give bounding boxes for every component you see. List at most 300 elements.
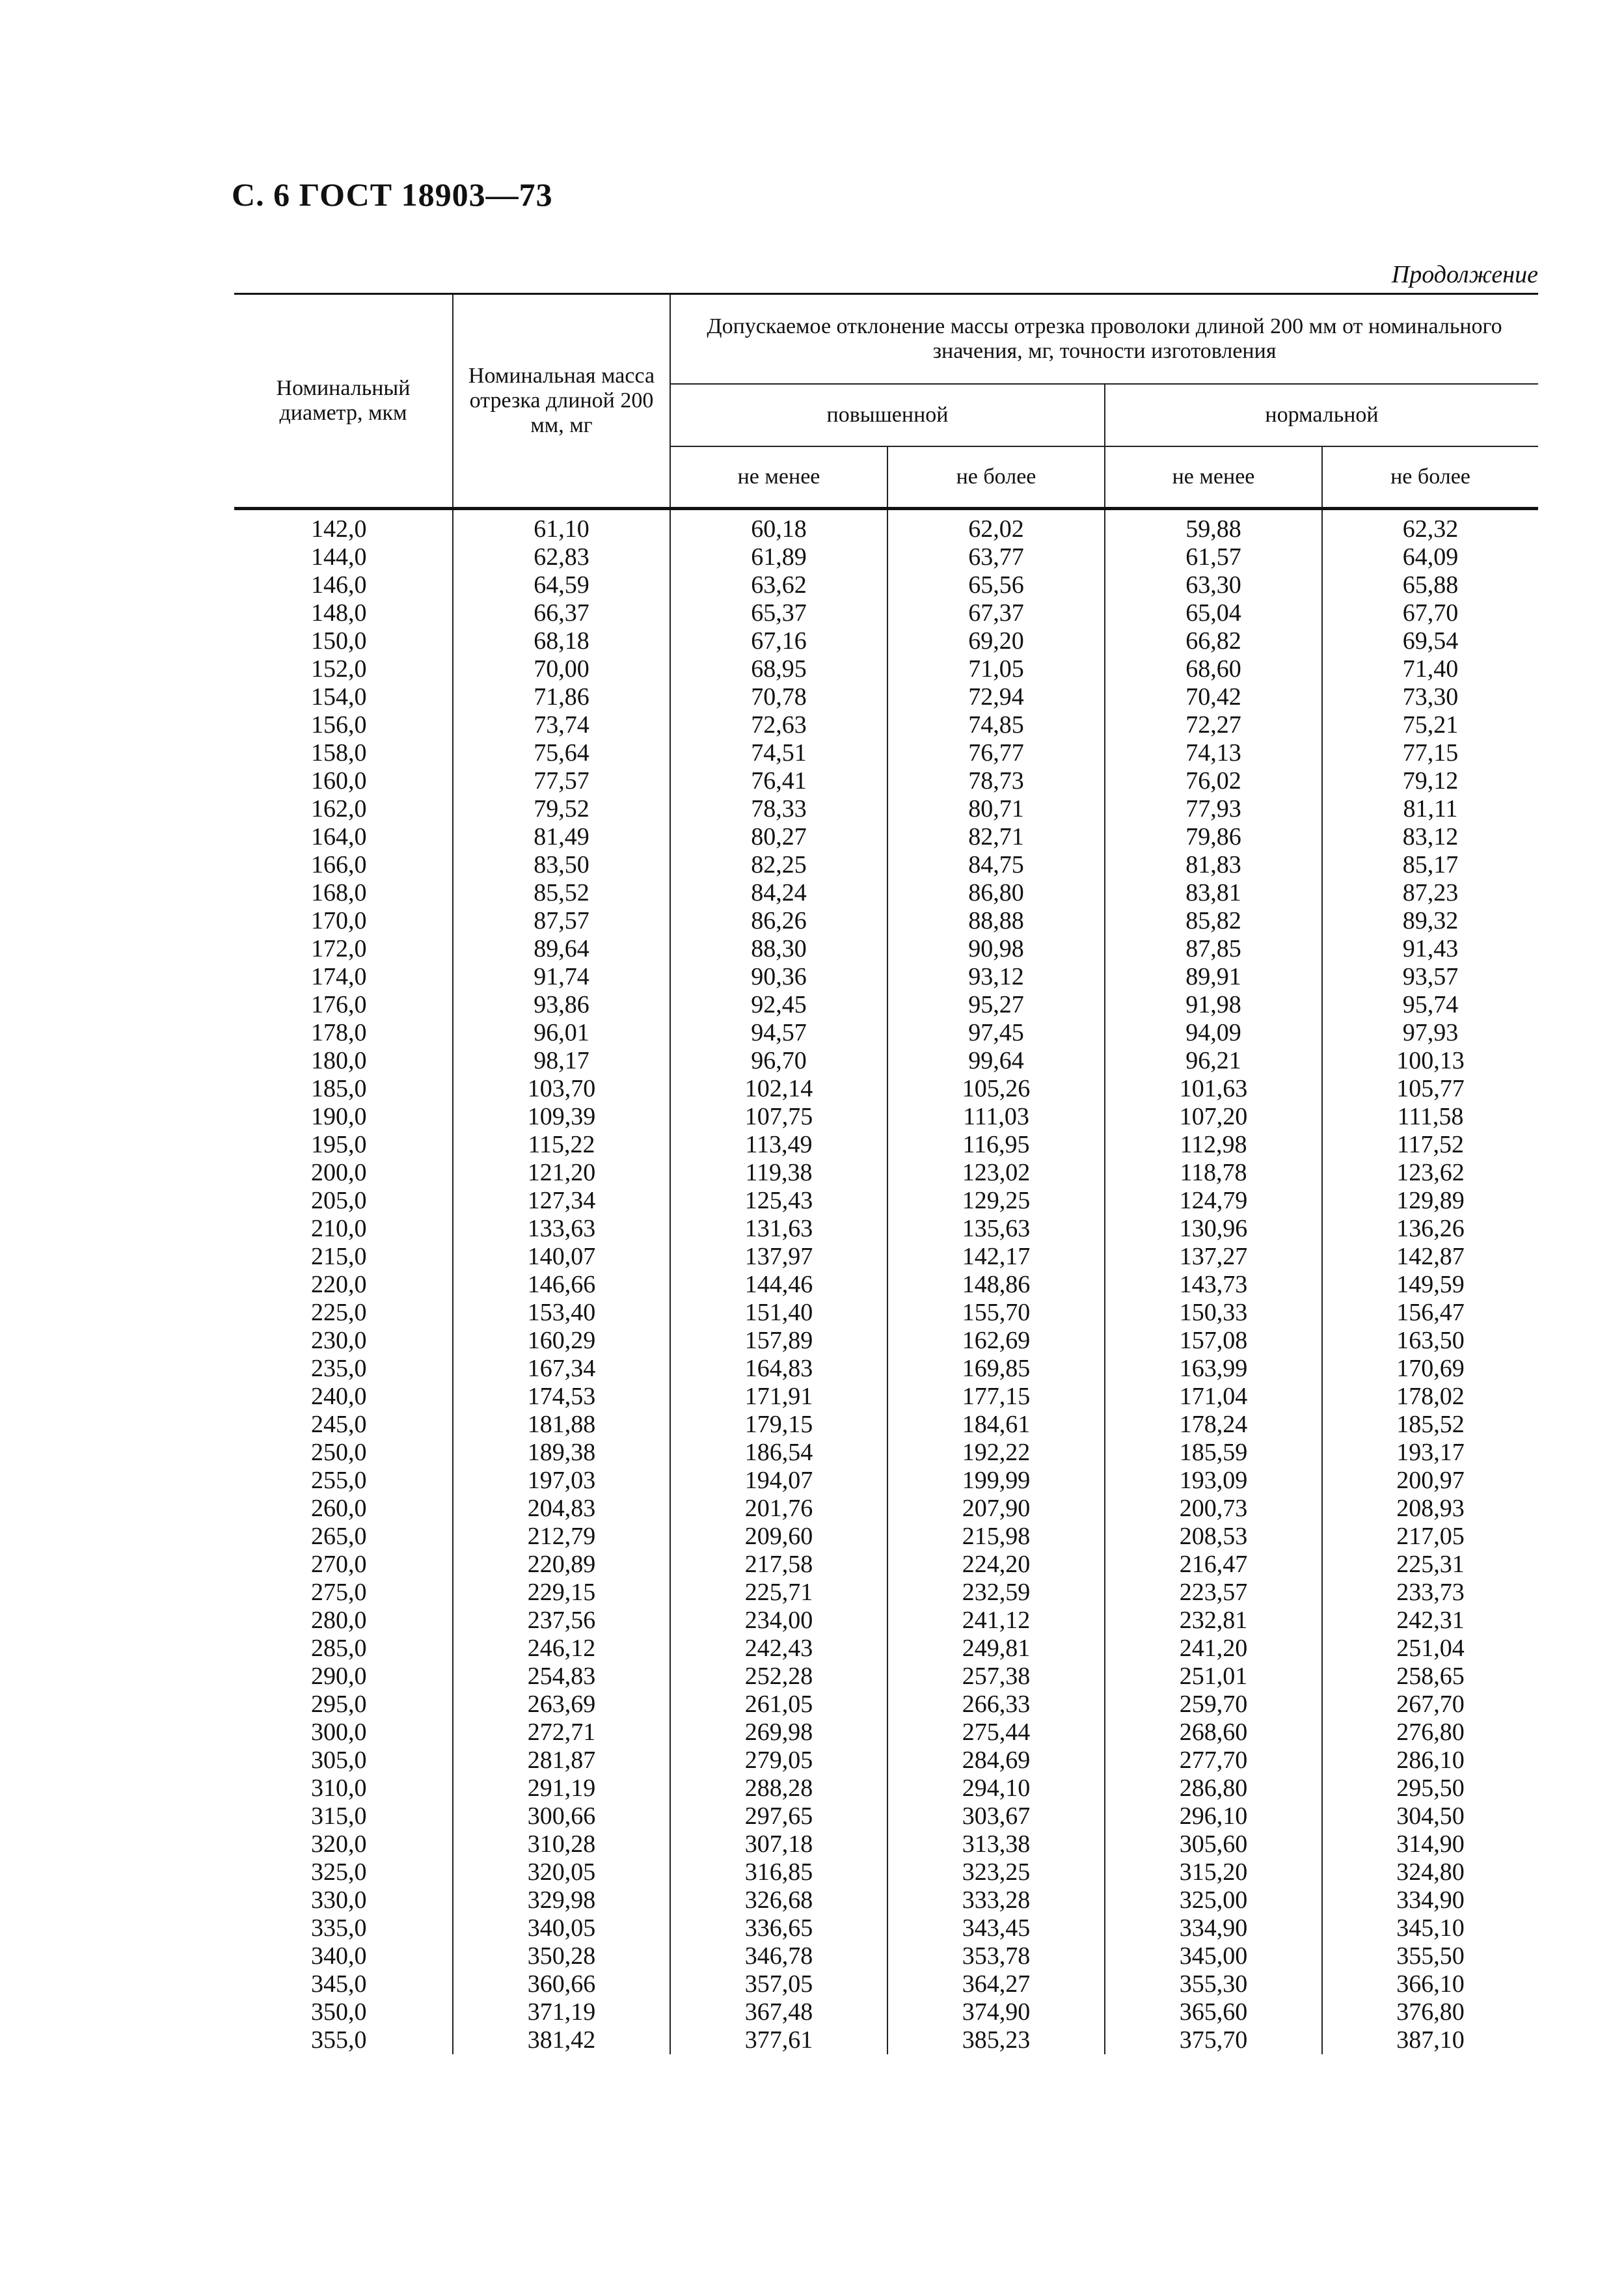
header-increased-not-less: не менее	[670, 446, 887, 509]
cell-nominal-mass: 300,66	[453, 1802, 670, 1830]
cell-normal-not-less: 157,08	[1105, 1327, 1322, 1355]
cell-normal-not-less: 208,53	[1105, 1523, 1322, 1551]
cell-nominal-diameter: 152,0	[234, 655, 453, 683]
cell-nominal-mass: 61,10	[453, 509, 670, 544]
table-row	[234, 1131, 1538, 1159]
table-row	[234, 1635, 1538, 1663]
table-body	[234, 509, 1538, 2055]
cell-normal-not-more: 95,74	[1322, 991, 1538, 1019]
cell-increased-not-more: 169,85	[887, 1355, 1105, 1383]
cell-normal-not-more: 100,13	[1322, 1047, 1538, 1075]
cell-increased-not-less: 288,28	[670, 1774, 887, 1802]
cell-normal-not-more: 89,32	[1322, 907, 1538, 935]
cell-normal-not-less: 216,47	[1105, 1551, 1322, 1579]
cell-increased-not-more: 284,69	[887, 1747, 1105, 1774]
cell-nominal-mass: 81,49	[453, 823, 670, 851]
cell-nominal-diameter: 205,0	[234, 1187, 453, 1215]
cell-nominal-diameter: 230,0	[234, 1327, 453, 1355]
cell-normal-not-more: 97,93	[1322, 1019, 1538, 1047]
cell-nominal-diameter: 235,0	[234, 1355, 453, 1383]
table-row	[234, 1607, 1538, 1635]
cell-increased-not-more: 111,03	[887, 1103, 1105, 1131]
cell-nominal-diameter: 330,0	[234, 1886, 453, 1914]
cell-normal-not-less: 76,02	[1105, 767, 1322, 795]
cell-nominal-diameter: 170,0	[234, 907, 453, 935]
cell-increased-not-less: 60,18	[670, 509, 887, 544]
table-header	[234, 294, 1538, 509]
cell-nominal-diameter: 350,0	[234, 1998, 453, 2026]
cell-normal-not-less: 143,73	[1105, 1271, 1322, 1299]
table-row	[234, 1467, 1538, 1495]
cell-normal-not-less: 241,20	[1105, 1635, 1322, 1663]
cell-normal-not-more: 286,10	[1322, 1747, 1538, 1774]
cell-nominal-diameter: 335,0	[234, 1914, 453, 1942]
cell-normal-not-less: 107,20	[1105, 1103, 1322, 1131]
cell-normal-not-less: 85,82	[1105, 907, 1322, 935]
cell-increased-not-more: 249,81	[887, 1635, 1105, 1663]
cell-increased-not-more: 184,61	[887, 1411, 1105, 1439]
cell-increased-not-more: 374,90	[887, 1998, 1105, 2026]
cell-increased-not-more: 343,45	[887, 1914, 1105, 1942]
cell-normal-not-more: 225,31	[1322, 1551, 1538, 1579]
table-row	[234, 1942, 1538, 1970]
table-row	[234, 1355, 1538, 1383]
cell-increased-not-more: 353,78	[887, 1942, 1105, 1970]
table-row	[234, 571, 1538, 599]
cell-normal-not-more: 83,12	[1322, 823, 1538, 851]
table-row	[234, 1998, 1538, 2026]
cell-normal-not-more: 111,58	[1322, 1103, 1538, 1131]
cell-nominal-diameter: 290,0	[234, 1663, 453, 1691]
cell-increased-not-more: 93,12	[887, 963, 1105, 991]
cell-increased-not-less: 307,18	[670, 1830, 887, 1858]
cell-nominal-mass: 115,22	[453, 1131, 670, 1159]
cell-increased-not-less: 61,89	[670, 543, 887, 571]
cell-increased-not-more: 199,99	[887, 1467, 1105, 1495]
cell-nominal-diameter: 295,0	[234, 1691, 453, 1719]
cell-normal-not-less: 74,13	[1105, 739, 1322, 767]
cell-nominal-diameter: 144,0	[234, 543, 453, 571]
cell-nominal-mass: 146,66	[453, 1271, 670, 1299]
table-row	[234, 1215, 1538, 1243]
cell-nominal-mass: 340,05	[453, 1914, 670, 1942]
cell-nominal-mass: 79,52	[453, 795, 670, 823]
table-row	[234, 1858, 1538, 1886]
cell-increased-not-less: 96,70	[670, 1047, 887, 1075]
cell-nominal-mass: 91,74	[453, 963, 670, 991]
cell-normal-not-more: 170,69	[1322, 1355, 1538, 1383]
cell-increased-not-more: 323,25	[887, 1858, 1105, 1886]
cell-nominal-mass: 133,63	[453, 1215, 670, 1243]
cell-normal-not-less: 251,01	[1105, 1663, 1322, 1691]
cell-normal-not-less: 59,88	[1105, 509, 1322, 544]
cell-nominal-mass: 220,89	[453, 1551, 670, 1579]
cell-increased-not-less: 326,68	[670, 1886, 887, 1914]
cell-normal-not-less: 375,70	[1105, 2026, 1322, 2054]
cell-increased-not-more: 333,28	[887, 1886, 1105, 1914]
cell-increased-not-more: 99,64	[887, 1047, 1105, 1075]
cell-increased-not-less: 377,61	[670, 2026, 887, 2054]
cell-nominal-mass: 329,98	[453, 1886, 670, 1914]
cell-nominal-diameter: 285,0	[234, 1635, 453, 1663]
cell-increased-not-more: 67,37	[887, 599, 1105, 627]
cell-normal-not-more: 71,40	[1322, 655, 1538, 683]
cell-increased-not-less: 131,63	[670, 1215, 887, 1243]
cell-normal-not-less: 96,21	[1105, 1047, 1322, 1075]
cell-nominal-mass: 73,74	[453, 711, 670, 739]
cell-nominal-mass: 181,88	[453, 1411, 670, 1439]
cell-normal-not-more: 93,57	[1322, 963, 1538, 991]
cell-increased-not-more: 257,38	[887, 1663, 1105, 1691]
cell-increased-not-less: 261,05	[670, 1691, 887, 1719]
cell-nominal-mass: 237,56	[453, 1607, 670, 1635]
cell-nominal-diameter: 280,0	[234, 1607, 453, 1635]
cell-normal-not-more: 136,26	[1322, 1215, 1538, 1243]
cell-increased-not-less: 316,85	[670, 1858, 887, 1886]
table-row	[234, 543, 1538, 571]
cell-increased-not-less: 119,38	[670, 1159, 887, 1187]
cell-increased-not-less: 76,41	[670, 767, 887, 795]
cell-nominal-mass: 87,57	[453, 907, 670, 935]
cell-normal-not-less: 325,00	[1105, 1886, 1322, 1914]
cell-normal-not-more: 73,30	[1322, 683, 1538, 711]
cell-normal-not-less: 89,91	[1105, 963, 1322, 991]
cell-nominal-diameter: 215,0	[234, 1243, 453, 1271]
cell-nominal-mass: 85,52	[453, 879, 670, 907]
cell-normal-not-more: 69,54	[1322, 627, 1538, 655]
cell-nominal-diameter: 168,0	[234, 879, 453, 907]
cell-nominal-diameter: 255,0	[234, 1467, 453, 1495]
cell-nominal-mass: 66,37	[453, 599, 670, 627]
cell-nominal-mass: 229,15	[453, 1579, 670, 1607]
table-row	[234, 1411, 1538, 1439]
cell-nominal-diameter: 172,0	[234, 935, 453, 963]
cell-nominal-diameter: 320,0	[234, 1830, 453, 1858]
cell-nominal-diameter: 225,0	[234, 1299, 453, 1327]
cell-increased-not-less: 242,43	[670, 1635, 887, 1663]
table-row	[234, 1439, 1538, 1467]
cell-nominal-diameter: 150,0	[234, 627, 453, 655]
cell-nominal-mass: 98,17	[453, 1047, 670, 1075]
cell-normal-not-less: 286,80	[1105, 1774, 1322, 1802]
cell-nominal-diameter: 195,0	[234, 1131, 453, 1159]
cell-increased-not-less: 252,28	[670, 1663, 887, 1691]
cell-increased-not-more: 207,90	[887, 1495, 1105, 1523]
table-row	[234, 1719, 1538, 1747]
cell-increased-not-less: 125,43	[670, 1187, 887, 1215]
cell-normal-not-less: 305,60	[1105, 1830, 1322, 1858]
cell-increased-not-more: 80,71	[887, 795, 1105, 823]
cell-increased-not-less: 269,98	[670, 1719, 887, 1747]
cell-normal-not-more: 105,77	[1322, 1075, 1538, 1103]
cell-nominal-diameter: 325,0	[234, 1858, 453, 1886]
cell-nominal-diameter: 240,0	[234, 1383, 453, 1411]
cell-increased-not-more: 84,75	[887, 851, 1105, 879]
cell-normal-not-less: 137,27	[1105, 1243, 1322, 1271]
cell-increased-not-less: 90,36	[670, 963, 887, 991]
table-row	[234, 1383, 1538, 1411]
cell-nominal-mass: 83,50	[453, 851, 670, 879]
cell-nominal-diameter: 160,0	[234, 767, 453, 795]
cell-normal-not-more: 117,52	[1322, 1131, 1538, 1159]
cell-normal-not-more: 267,70	[1322, 1691, 1538, 1719]
header-nominal-diameter: Номинальный диаметр, мкм	[234, 294, 453, 509]
table-row	[234, 1774, 1538, 1802]
table-row	[234, 1830, 1538, 1858]
cell-normal-not-more: 81,11	[1322, 795, 1538, 823]
cell-increased-not-less: 63,62	[670, 571, 887, 599]
cell-increased-not-less: 67,16	[670, 627, 887, 655]
cell-normal-not-less: 334,90	[1105, 1914, 1322, 1942]
cell-nominal-mass: 109,39	[453, 1103, 670, 1131]
table-row	[234, 1747, 1538, 1774]
cell-normal-not-less: 130,96	[1105, 1215, 1322, 1243]
cell-increased-not-more: 364,27	[887, 1970, 1105, 1998]
cell-normal-not-more: 185,52	[1322, 1411, 1538, 1439]
cell-increased-not-more: 385,23	[887, 2026, 1105, 2054]
cell-nominal-diameter: 185,0	[234, 1075, 453, 1103]
cell-nominal-diameter: 345,0	[234, 1970, 453, 1998]
table-row	[234, 1075, 1538, 1103]
cell-normal-not-less: 77,93	[1105, 795, 1322, 823]
cell-increased-not-less: 217,58	[670, 1551, 887, 1579]
table-row	[234, 823, 1538, 851]
cell-normal-not-more: 85,17	[1322, 851, 1538, 879]
cell-normal-not-more: 324,80	[1322, 1858, 1538, 1886]
data-table-container	[234, 293, 1538, 2054]
cell-normal-not-less: 81,83	[1105, 851, 1322, 879]
cell-normal-not-more: 123,62	[1322, 1159, 1538, 1187]
table-row	[234, 963, 1538, 991]
cell-nominal-mass: 167,34	[453, 1355, 670, 1383]
cell-nominal-diameter: 305,0	[234, 1747, 453, 1774]
continuation-label: Продолжение	[1391, 261, 1538, 288]
header-increased-accuracy: повышенной	[670, 384, 1105, 446]
cell-increased-not-less: 137,97	[670, 1243, 887, 1271]
cell-nominal-mass: 212,79	[453, 1523, 670, 1551]
cell-nominal-diameter: 300,0	[234, 1719, 453, 1747]
cell-increased-not-more: 148,86	[887, 1271, 1105, 1299]
cell-nominal-mass: 127,34	[453, 1187, 670, 1215]
table-row	[234, 509, 1538, 544]
cell-normal-not-more: 163,50	[1322, 1327, 1538, 1355]
cell-increased-not-more: 90,98	[887, 935, 1105, 963]
cell-nominal-diameter: 148,0	[234, 599, 453, 627]
cell-increased-not-more: 129,25	[887, 1187, 1105, 1215]
cell-increased-not-less: 209,60	[670, 1523, 887, 1551]
cell-normal-not-more: 387,10	[1322, 2026, 1538, 2054]
cell-normal-not-more: 142,87	[1322, 1243, 1538, 1271]
cell-normal-not-more: 200,97	[1322, 1467, 1538, 1495]
cell-normal-not-more: 376,80	[1322, 1998, 1538, 2026]
header-increased-not-more: не более	[887, 446, 1105, 509]
cell-increased-not-more: 78,73	[887, 767, 1105, 795]
cell-increased-not-less: 234,00	[670, 1607, 887, 1635]
cell-nominal-mass: 189,38	[453, 1439, 670, 1467]
table-row	[234, 1551, 1538, 1579]
cell-nominal-mass: 263,69	[453, 1691, 670, 1719]
cell-normal-not-more: 178,02	[1322, 1383, 1538, 1411]
cell-increased-not-less: 68,95	[670, 655, 887, 683]
table-row	[234, 1019, 1538, 1047]
page-title: С. 6 ГОСТ 18903—73	[232, 176, 553, 213]
table-row	[234, 767, 1538, 795]
table-row	[234, 1802, 1538, 1830]
cell-nominal-mass: 272,71	[453, 1719, 670, 1747]
cell-normal-not-less: 70,42	[1105, 683, 1322, 711]
cell-normal-not-less: 83,81	[1105, 879, 1322, 907]
cell-nominal-mass: 197,03	[453, 1467, 670, 1495]
cell-nominal-mass: 174,53	[453, 1383, 670, 1411]
cell-nominal-mass: 93,86	[453, 991, 670, 1019]
cell-increased-not-more: 313,38	[887, 1830, 1105, 1858]
cell-increased-not-less: 336,65	[670, 1914, 887, 1942]
cell-normal-not-more: 242,31	[1322, 1607, 1538, 1635]
cell-normal-not-more: 62,32	[1322, 509, 1538, 544]
cell-nominal-diameter: 310,0	[234, 1774, 453, 1802]
cell-nominal-diameter: 260,0	[234, 1495, 453, 1523]
table-row	[234, 2026, 1538, 2054]
table-row	[234, 1159, 1538, 1187]
cell-normal-not-less: 259,70	[1105, 1691, 1322, 1719]
cell-increased-not-less: 151,40	[670, 1299, 887, 1327]
cell-increased-not-more: 224,20	[887, 1551, 1105, 1579]
cell-nominal-diameter: 164,0	[234, 823, 453, 851]
cell-normal-not-more: 75,21	[1322, 711, 1538, 739]
table-row	[234, 711, 1538, 739]
cell-increased-not-more: 65,56	[887, 571, 1105, 599]
table-row	[234, 655, 1538, 683]
cell-increased-not-less: 102,14	[670, 1075, 887, 1103]
cell-increased-not-less: 84,24	[670, 879, 887, 907]
cell-nominal-mass: 160,29	[453, 1327, 670, 1355]
cell-normal-not-less: 277,70	[1105, 1747, 1322, 1774]
cell-increased-not-less: 179,15	[670, 1411, 887, 1439]
cell-increased-not-less: 367,48	[670, 1998, 887, 2026]
table-row	[234, 1495, 1538, 1523]
cell-nominal-diameter: 355,0	[234, 2026, 453, 2054]
cell-nominal-mass: 291,19	[453, 1774, 670, 1802]
header-normal-accuracy: нормальной	[1105, 384, 1538, 446]
table-row	[234, 1103, 1538, 1131]
cell-nominal-diameter: 158,0	[234, 739, 453, 767]
cell-increased-not-less: 164,83	[670, 1355, 887, 1383]
cell-normal-not-more: 355,50	[1322, 1942, 1538, 1970]
cell-normal-not-more: 79,12	[1322, 767, 1538, 795]
header-nominal-mass: Номинальная масса отрезка длиной 200 мм, мг	[453, 294, 670, 509]
table-row	[234, 683, 1538, 711]
cell-increased-not-less: 70,78	[670, 683, 887, 711]
table-row	[234, 1663, 1538, 1691]
cell-increased-not-more: 123,02	[887, 1159, 1105, 1187]
cell-nominal-diameter: 156,0	[234, 711, 453, 739]
cell-nominal-mass: 77,57	[453, 767, 670, 795]
table-row	[234, 1047, 1538, 1075]
cell-normal-not-more: 64,09	[1322, 543, 1538, 571]
cell-nominal-mass: 71,86	[453, 683, 670, 711]
cell-increased-not-less: 82,25	[670, 851, 887, 879]
cell-normal-not-less: 200,73	[1105, 1495, 1322, 1523]
cell-increased-not-more: 241,12	[887, 1607, 1105, 1635]
cell-normal-not-less: 185,59	[1105, 1439, 1322, 1467]
cell-nominal-diameter: 154,0	[234, 683, 453, 711]
table-row	[234, 627, 1538, 655]
cell-increased-not-less: 65,37	[670, 599, 887, 627]
table-row	[234, 879, 1538, 907]
cell-increased-not-less: 279,05	[670, 1747, 887, 1774]
table-row	[234, 1243, 1538, 1271]
cell-normal-not-less: 315,20	[1105, 1858, 1322, 1886]
cell-nominal-diameter: 176,0	[234, 991, 453, 1019]
cell-increased-not-more: 215,98	[887, 1523, 1105, 1551]
cell-nominal-diameter: 250,0	[234, 1439, 453, 1467]
cell-nominal-mass: 64,59	[453, 571, 670, 599]
cell-nominal-mass: 371,19	[453, 1998, 670, 2026]
table-row	[234, 1523, 1538, 1551]
cell-increased-not-more: 76,77	[887, 739, 1105, 767]
cell-increased-not-less: 88,30	[670, 935, 887, 963]
cell-normal-not-more: 304,50	[1322, 1802, 1538, 1830]
cell-nominal-mass: 254,83	[453, 1663, 670, 1691]
cell-nominal-mass: 360,66	[453, 1970, 670, 1998]
cell-increased-not-more: 266,33	[887, 1691, 1105, 1719]
wire-mass-table	[234, 293, 1538, 2054]
cell-normal-not-less: 94,09	[1105, 1019, 1322, 1047]
cell-increased-not-more: 69,20	[887, 627, 1105, 655]
cell-nominal-mass: 153,40	[453, 1299, 670, 1327]
cell-nominal-diameter: 315,0	[234, 1802, 453, 1830]
cell-normal-not-less: 124,79	[1105, 1187, 1322, 1215]
cell-increased-not-more: 63,77	[887, 543, 1105, 571]
cell-increased-not-less: 144,46	[670, 1271, 887, 1299]
cell-normal-not-less: 118,78	[1105, 1159, 1322, 1187]
cell-normal-not-less: 296,10	[1105, 1802, 1322, 1830]
cell-increased-not-less: 74,51	[670, 739, 887, 767]
cell-normal-not-more: 87,23	[1322, 879, 1538, 907]
cell-normal-not-less: 65,04	[1105, 599, 1322, 627]
table-row	[234, 599, 1538, 627]
cell-normal-not-more: 156,47	[1322, 1299, 1538, 1327]
cell-increased-not-less: 92,45	[670, 991, 887, 1019]
cell-increased-not-less: 225,71	[670, 1579, 887, 1607]
table-row	[234, 1886, 1538, 1914]
cell-increased-not-less: 357,05	[670, 1970, 887, 1998]
table-row	[234, 1970, 1538, 1998]
cell-increased-not-more: 97,45	[887, 1019, 1105, 1047]
table-row	[234, 1691, 1538, 1719]
cell-normal-not-less: 68,60	[1105, 655, 1322, 683]
table-row	[234, 1299, 1538, 1327]
cell-normal-not-more: 334,90	[1322, 1886, 1538, 1914]
cell-increased-not-more: 116,95	[887, 1131, 1105, 1159]
cell-nominal-diameter: 200,0	[234, 1159, 453, 1187]
cell-nominal-diameter: 146,0	[234, 571, 453, 599]
cell-normal-not-more: 91,43	[1322, 935, 1538, 963]
cell-nominal-diameter: 270,0	[234, 1551, 453, 1579]
cell-nominal-diameter: 275,0	[234, 1579, 453, 1607]
cell-nominal-mass: 96,01	[453, 1019, 670, 1047]
cell-increased-not-more: 74,85	[887, 711, 1105, 739]
cell-increased-not-less: 171,91	[670, 1383, 887, 1411]
cell-increased-not-less: 186,54	[670, 1439, 887, 1467]
cell-nominal-diameter: 174,0	[234, 963, 453, 991]
cell-increased-not-more: 88,88	[887, 907, 1105, 935]
cell-increased-not-less: 78,33	[670, 795, 887, 823]
cell-nominal-mass: 281,87	[453, 1747, 670, 1774]
cell-increased-not-less: 297,65	[670, 1802, 887, 1830]
cell-normal-not-less: 101,63	[1105, 1075, 1322, 1103]
cell-increased-not-less: 201,76	[670, 1495, 887, 1523]
